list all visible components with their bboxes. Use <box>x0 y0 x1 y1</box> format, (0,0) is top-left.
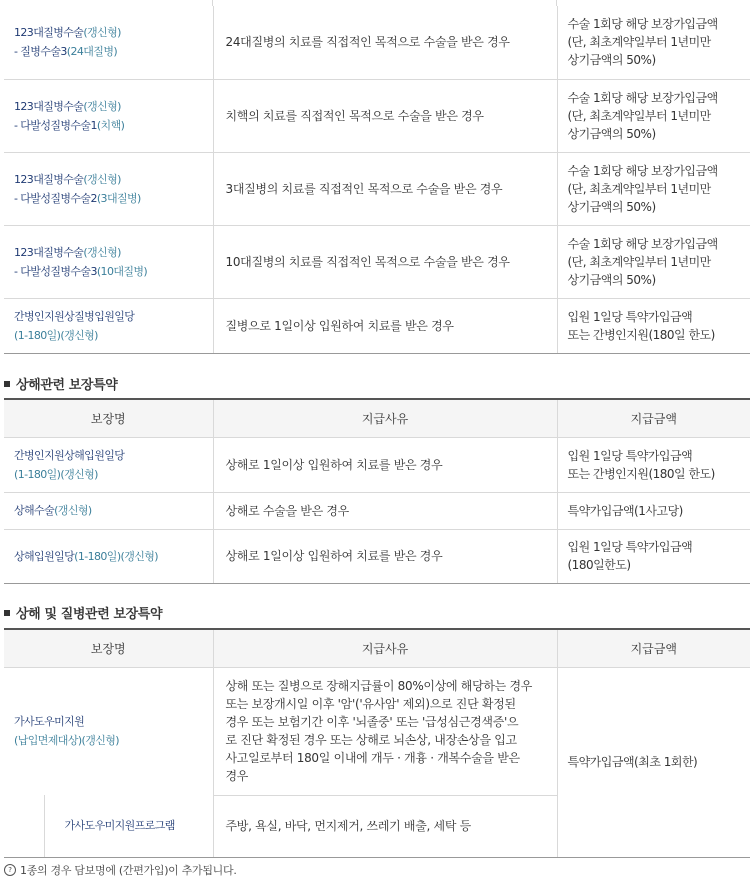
reason-line: 상해 또는 질병으로 장해지급률이 80%이상에 해당하는 경우 <box>225 679 533 693</box>
column-header: 보장명 <box>4 629 213 667</box>
coverage-type: (갱신형) <box>54 504 92 517</box>
coverage-name: 가사도우미지원 <box>14 715 85 729</box>
section-title: 상해관련 보장특약 <box>4 374 117 393</box>
coverage-sub: (1-180일) <box>14 467 61 481</box>
coverage-name: 상해입원일당 <box>14 549 75 563</box>
payment-reason: 상해로 수술을 받은 경우 <box>213 492 557 529</box>
amount-line: (단, 최초계약일부터 1년미만 <box>567 35 711 50</box>
reason-line: 사고일로부터 180일 이내에 개두 · 개흉 · 개복수술을 받은 <box>225 751 520 765</box>
question-icon: ? <box>4 864 16 876</box>
amount-line: (단, 최초계약일부터 1년미만 <box>567 108 711 123</box>
payment-reason: 치핵의 치료를 직접적인 목적으로 수술을 받은 경우 <box>213 79 557 152</box>
payment-reason <box>213 667 557 795</box>
table-row <box>4 225 750 298</box>
coverage-name: 상해수술 <box>14 504 55 517</box>
reason-line: 경우 또는 보험기간 이후 '뇌졸중' 또는 '급성심근경색증'으 <box>225 715 519 729</box>
column-header: 보장명 <box>4 399 213 437</box>
table-row <box>4 79 750 152</box>
coverage-type: (갱신형) <box>120 549 158 563</box>
amount-line: (180일한도) <box>567 558 631 572</box>
payment-amount <box>557 152 750 225</box>
table-row <box>4 6 750 79</box>
payment-amount <box>557 225 750 298</box>
amount-line: 수술 1회당 해당 보장가입금액 <box>567 90 718 105</box>
coverage-sub: (1-180일) <box>14 328 61 342</box>
column-header: 지급사유 <box>213 629 557 667</box>
coverage-subname: - 질병수술3 <box>14 45 67 59</box>
coverage-type: (갱신형) <box>83 26 121 40</box>
coverage-name: 간병인지원상질병입원일당 <box>14 309 135 323</box>
payment-amount: 특약가입금액(최초 1회한) <box>557 667 750 857</box>
coverage-name: 123대질병수술 <box>14 26 84 40</box>
payment-amount <box>557 492 750 529</box>
payment-amount <box>557 298 750 353</box>
coverage-name: 123대질병수술 <box>14 172 84 186</box>
coverage-type: (갱신형) <box>60 467 98 481</box>
square-bullet-icon <box>4 381 10 387</box>
table-row <box>4 492 750 529</box>
table-row <box>4 437 750 492</box>
coverage-type: (갱신형) <box>83 172 121 186</box>
injury-disease-coverage-table <box>4 628 750 858</box>
column-header: 지급금액 <box>557 629 750 667</box>
program-name: 가사도우미지원프로그램 <box>64 819 175 833</box>
payment-amount <box>557 79 750 152</box>
payment-amount <box>557 437 750 492</box>
payment-amount <box>557 6 750 79</box>
amount-line: 또는 간병인지원(180일 한도) <box>567 327 715 342</box>
coverage-sub: (24대질병) <box>66 45 118 59</box>
coverage-sub: (치핵) <box>96 118 125 132</box>
coverage-sub: (10대질병) <box>96 264 148 278</box>
payment-reason: 상해로 1일이상 입원하여 치료를 받은 경우 <box>213 437 557 492</box>
coverage-name: 123대질병수술 <box>14 99 84 113</box>
coverage-type: (갱신형) <box>83 245 121 259</box>
column-header: 지급금액 <box>557 399 750 437</box>
payment-reason: 상해로 1일이상 입원하여 치료를 받은 경우 <box>213 529 557 583</box>
payment-reason: 3대질병의 치료를 직접적인 목적으로 수술을 받은 경우 <box>213 152 557 225</box>
coverage-type: (갱신형) <box>60 328 98 342</box>
coverage-sub: (3대질병) <box>96 191 141 205</box>
amount-line: (단, 최초계약일부터 1년미만 <box>567 181 711 196</box>
reason-line: 경우 <box>225 769 249 783</box>
square-bullet-icon <box>4 610 10 616</box>
table-row <box>4 667 750 795</box>
payment-reason: 주방, 욕실, 바닥, 먼지제거, 쓰레기 배출, 세탁 등 <box>213 795 557 857</box>
coverage-type: (갱신형) <box>83 99 121 113</box>
amount-line: 입원 1일당 특약가입금액 <box>567 309 693 324</box>
amount-line: 상기금액의 50%) <box>567 53 656 68</box>
disease-coverage-table <box>4 6 750 354</box>
amount-line: 입원 1일당 특약가입금액 <box>567 448 693 463</box>
table-header-row <box>4 629 750 667</box>
coverage-name: 간병인지원상해입원일당 <box>14 448 125 462</box>
injury-coverage-table <box>4 398 750 584</box>
amount-line: 수술 1회당 해당 보장가입금액 <box>567 17 718 32</box>
coverage-sub: (납입면제대상)(갱신형) <box>14 734 119 748</box>
amount-line: 수술 1회당 해당 보장가입금액 <box>567 163 718 178</box>
amount-line: (단, 최초계약일부터 1년미만 <box>567 254 711 269</box>
table-header-row <box>4 399 750 437</box>
payment-reason: 10대질병의 치료를 직접적인 목적으로 수술을 받은 경우 <box>213 225 557 298</box>
amount-line: 상기금액의 50%) <box>567 126 656 141</box>
reason-line: 또는 보장개시일 이후 '암'('유사암' 제외)으로 진단 확정된 <box>225 697 516 711</box>
payment-amount <box>557 529 750 583</box>
coverage-subname: - 다발성질병수술3 <box>14 264 97 278</box>
amount-line: 입원 1일당 특약가입금액 <box>567 540 693 554</box>
section-title: 상해 및 질병관련 보장특약 <box>4 603 162 622</box>
table-row <box>4 298 750 353</box>
amount-line: 수술 1회당 해당 보장가입금액 <box>567 236 718 251</box>
footnote: ? 1종의 경우 담보명에 (간편가입)이 추가됩니다. <box>4 862 237 878</box>
amount-line: 상기금액의 50%) <box>567 199 656 214</box>
amount-line: 상기금액의 50%) <box>567 272 656 287</box>
payment-reason: 질병으로 1일이상 입원하여 치료를 받은 경우 <box>213 298 557 353</box>
coverage-subname: - 다발성질병수술2 <box>14 191 97 205</box>
payment-reason: 24대질병의 치료를 직접적인 목적으로 수술을 받은 경우 <box>213 6 557 79</box>
amount-line: 특약가입금액(1사고당) <box>567 503 683 518</box>
coverage-name: 123대질병수술 <box>14 245 84 259</box>
table-row <box>4 529 750 583</box>
amount-line: 또는 간병인지원(180일 한도) <box>567 466 715 481</box>
reason-line: 로 진단 확정된 경우 또는 상해로 뇌손상, 내장손상을 입고 <box>225 733 517 747</box>
coverage-sub: (1-180일) <box>74 549 121 563</box>
table-row <box>4 152 750 225</box>
column-header: 지급사유 <box>213 399 557 437</box>
coverage-subname: - 다발성질병수술1 <box>14 118 97 132</box>
